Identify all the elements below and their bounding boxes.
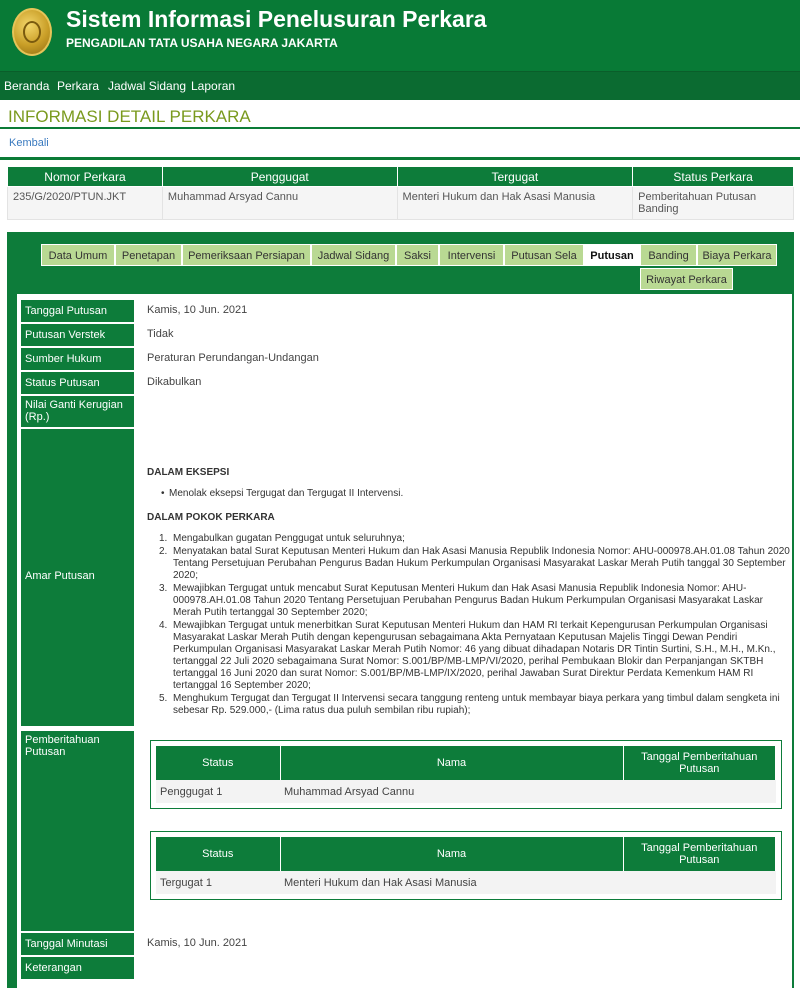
amar-putusan-text [147,467,792,718]
eksepsi-list [147,488,792,500]
notification-table-tergugat [150,831,782,900]
cell-tanggal-pemberitahuan [623,780,776,803]
list-item: • Menolak eksepsi Tergugat dan Tergugat II Intervensi. [147,488,792,500]
site-subtitle: PENGADILAN TATA USAHA NEGARA JAKARTA [66,36,338,50]
col-header-penggugat: Penggugat [162,167,397,187]
label-status-putusan: Status Putusan [21,372,134,394]
col-header-nama: Nama [280,837,623,871]
eksepsi-heading: DALAM EKSEPSI [147,467,230,478]
cell-tergugat: Menteri Hukum dan Hak Asasi Manusia [397,187,633,220]
cell-nama: Muhammad Arsyad Cannu [280,780,623,803]
cell-nomor-perkara: 235/G/2020/PTUN.JKT [8,187,163,220]
list-item: 2. Menyatakan batal Surat Keputusan Menteri Hukum dan Hak Asasi Manusia Republik Indonesia Nomor: AHU-000978.AH.01.08 Tahun 2020 Tentang Persetujuan Perubahan Pengurus Badan Hukum Perkumpulan Organisasi Masyarakat Laskar Merah Putih tanggal 30 September 2020; [159,546,790,581]
col-header-status: Status [156,837,280,871]
tab-jadwal-sidang[interactable]: Jadwal Sidang [311,244,396,266]
site-title: Sistem Informasi Penelusuran Perkara [66,6,487,32]
col-header-status: Status [156,746,280,780]
cell-tanggal-pemberitahuan [623,871,776,894]
value-tanggal-minutasi: Kamis, 10 Jun. 2021 [147,937,248,949]
list-item: 5. Menghukum Tergugat dan Tergugat II Intervensi secara tanggung renteng untuk membayar biaya perkara yang timbul dalam sengketa ini sebesar Rp. 529.000,- (Lima ratus dua puluh sembilan ribu rupiah); [159,693,780,716]
pokok-perkara-list [147,533,792,717]
tab-biaya-perkara[interactable]: Biaya Perkara [697,244,777,266]
tab-penetapan[interactable]: Penetapan [115,244,182,266]
nav-item-perkara[interactable]: Perkara [57,79,100,93]
tab-data-umum[interactable]: Data Umum [41,244,115,266]
section-divider [0,157,800,160]
value-tanggal-putusan: Kamis, 10 Jun. 2021 [147,304,248,316]
value-sumber-hukum: Peraturan Perundangan-Undangan [147,352,319,364]
label-keterangan: Keterangan [21,957,134,979]
back-link[interactable]: Kembali [9,137,49,149]
detail-panel [7,232,794,988]
col-header-tanggal-pemberitahuan: Tanggal Pemberitahuan Putusan [623,837,776,871]
label-tanggal-putusan: Tanggal Putusan [21,300,134,322]
label-amar-putusan: Amar Putusan [21,429,134,726]
nav-item-jadwal-sidang[interactable]: Jadwal Sidang [108,79,187,93]
list-item: 4. Mewajibkan Tergugat untuk menerbitkan Surat Keputusan Menteri Hukum dan HAM RI terkait Kepengurusan Perkumpulan Organisasi Masyarakat Laskar Merah Putih dengan kepengurusan sebagaimana Akta Pernyataan Keputusan Majelis Tinggi Dewan Pendiri Perkumpulan Organisasi Masyarakat Laskar Merah Putih Nomor: 46 yang dibuat dihadapan Notaris DR Tintin Surtini, S.H., M.H., M.Kn., tertanggal 22 Juli 2020 sebagaimana Surat Nomor: S.001/BP/MB-LMP/VI/2020, perihal Pembukaan Blokir dan Perpanjangan SKTBH tertanggal 16 Juni 2020 dan surat Nomor: S.001/BP/MB-LMP/IX/2020, perihal Jawaban Surat Direktur Perdata Kemenkum HAM RI tertanggal 16 September 2020; [159,620,776,691]
tab-putusan-sela[interactable]: Putusan Sela [504,244,584,266]
label-pemberitahuan-putusan: Pemberitahuan Putusan [21,731,134,931]
col-header-tergugat: Tergugat [397,167,633,187]
label-sumber-hukum: Sumber Hukum [21,348,134,370]
cell-status: Tergugat 1 [156,871,280,894]
tab-putusan[interactable]: Putusan [584,244,640,266]
list-item: 3. Mewajibkan Tergugat untuk mencabut Surat Keputusan Menteri Hukum dan Hak Asasi Manusia Republik Indonesia Nomor: AHU-000978.AH.01.08 Tahun 2020 Tentang Persetujuan Perubahan Pengurus Badan Hukum Perkumpulan Organisasi Masyarakat Laskar Merah Putih tertanggal 30 September 2020; [159,583,764,618]
value-status-putusan: Dikabulkan [147,376,202,388]
cell-status-perkara: Pemberitahuan Putusan Banding [633,187,794,220]
col-header-nama: Nama [280,746,623,780]
putusan-content [17,294,792,988]
col-header-status-perkara: Status Perkara [633,167,794,187]
label-nilai-ganti-kerugian: Nilai Ganti Kerugian (Rp.) [21,396,134,427]
table-row [156,780,776,803]
tab-intervensi[interactable]: Intervensi [439,244,504,266]
notification-table-penggugat [150,740,782,809]
case-summary-table [7,166,794,220]
main-nav [0,71,800,100]
nav-item-beranda[interactable]: Beranda [4,79,50,93]
pokok-perkara-heading: DALAM POKOK PERKARA [147,512,275,523]
label-tanggal-minutasi: Tanggal Minutasi [21,933,134,955]
tab-banding[interactable]: Banding [640,244,697,266]
tab-pemeriksaan-persiapan[interactable]: Pemeriksaan Persiapan [182,244,311,266]
tab-riwayat-perkara[interactable]: Riwayat Perkara [640,268,733,290]
tab-saksi[interactable]: Saksi [396,244,439,266]
col-header-tanggal-pemberitahuan: Tanggal Pemberitahuan Putusan [623,746,776,780]
court-seal-logo [12,8,52,56]
site-header [0,0,800,71]
cell-nama: Menteri Hukum dan Hak Asasi Manusia [280,871,623,894]
table-row [156,871,776,894]
value-putusan-verstek: Tidak [147,328,174,340]
list-item: 1. Mengabulkan gugatan Penggugat untuk seluruhnya; [159,533,405,544]
label-putusan-verstek: Putusan Verstek [21,324,134,346]
table-row [8,187,794,220]
cell-penggugat: Muhammad Arsyad Cannu [162,187,397,220]
col-header-nomor-perkara: Nomor Perkara [8,167,163,187]
cell-status: Penggugat 1 [156,780,280,803]
heading-divider [0,127,800,129]
nav-item-laporan[interactable]: Laporan [191,79,236,93]
page-title: INFORMASI DETAIL PERKARA [8,107,251,126]
